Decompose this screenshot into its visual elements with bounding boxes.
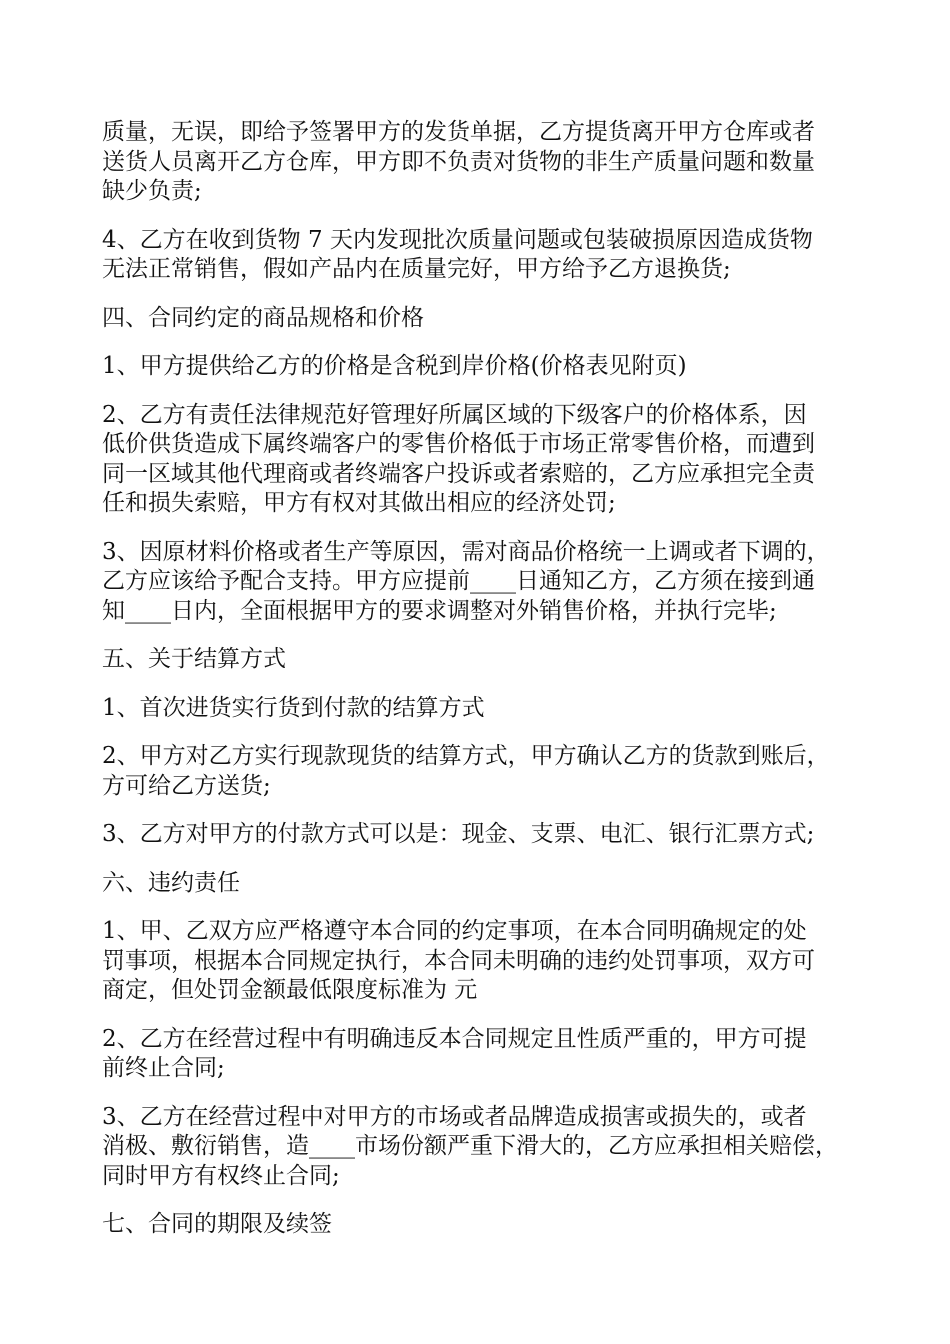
paragraph	[102, 352, 862, 382]
paragraph	[102, 538, 862, 627]
section-heading	[102, 1210, 862, 1240]
text-line: 消极、敷衍销售，造____市场份额严重下滑大的，乙方应承担相关赔偿，	[102, 1133, 838, 1159]
text-line: 2、甲方对乙方实行现款现货的结算方式，甲方确认乙方的货款到账后，	[102, 743, 830, 769]
paragraph	[102, 917, 862, 1006]
text-line: 罚事项，根据本合同规定执行，本合同未明确的违约处罚事项，双方可	[102, 947, 815, 974]
text-line: 3、因原材料价格或者生产等原因，需对商品价格统一上调或者下调的，	[102, 538, 830, 565]
text-line: 方可给乙方送货;	[102, 772, 271, 799]
text-line: 质量，无误，即给予签署甲方的发货单据，乙方提货离开甲方仓库或者	[102, 119, 815, 145]
text-line: 1、甲方提供给乙方的价格是含税到岸价格(价格表见附页)	[102, 353, 687, 379]
text-line: 七、合同的期限及续签	[102, 1211, 332, 1237]
paragraph	[102, 820, 862, 850]
text-line: 2、乙方有责任法律规范好管理好所属区域的下级客户的价格体系，因	[102, 401, 807, 428]
text-line: 乙方应该给予配合支持。甲方应提前____日通知乙方，乙方须在接到通	[102, 568, 815, 594]
paragraph	[102, 742, 862, 801]
paragraph	[102, 1103, 862, 1192]
document-body	[102, 118, 862, 1259]
text-line: 缺少负责;	[102, 178, 202, 204]
paragraph	[102, 226, 862, 285]
section-heading	[102, 869, 862, 899]
text-line: 前终止合同;	[102, 1055, 225, 1081]
text-line: 四、合同约定的商品规格和价格	[102, 304, 424, 331]
text-line: 知____日内，全面根据甲方的要求调整对外销售价格，并执行完毕;	[102, 597, 777, 624]
text-line: 无法正常销售，假如产品内在质量完好，甲方给予乙方退换货;	[102, 256, 731, 282]
text-line: 1、首次进货实行货到付款的结算方式	[102, 694, 485, 721]
text-line: 任和损失索赔，甲方有权对其做出相应的经济处罚;	[102, 490, 616, 516]
text-line: 3、乙方对甲方的付款方式可以是：现金、支票、电汇、银行汇票方式;	[102, 821, 815, 847]
text-line: 3、乙方在经营过程中对甲方的市场或者品牌造成损害或损失的，或者	[102, 1103, 807, 1130]
section-heading	[102, 645, 862, 675]
text-line: 4、乙方在收到货物 7 天内发现批次质量问题或包装破损原因造成货物	[102, 226, 813, 253]
text-line: 1、甲、乙双方应严格遵守本合同的约定事项，在本合同明确规定的处	[102, 918, 807, 944]
paragraph	[102, 118, 862, 207]
section-heading	[102, 304, 862, 334]
text-line: 送货人员离开乙方仓库，甲方即不负责对货物的非生产质量问题和数量	[102, 148, 815, 175]
paragraph	[102, 1025, 862, 1084]
text-line: 2、乙方在经营过程中有明确违反本合同规定且性质严重的，甲方可提	[102, 1025, 807, 1052]
text-line: 同时甲方有权终止合同;	[102, 1162, 340, 1189]
paragraph	[102, 401, 862, 519]
paragraph	[102, 694, 862, 724]
text-line: 低价供货造成下属终端客户的零售价格低于市场正常零售价格，而遭到	[102, 431, 815, 457]
text-line: 六、违约责任	[102, 869, 240, 896]
text-line: 五、关于结算方式	[102, 646, 286, 672]
text-line: 同一区域其他代理商或者终端客户投诉或者索赔的，乙方应承担完全责	[102, 460, 815, 487]
text-line: 商定，但处罚金额最低限度标准为 元	[102, 977, 478, 1003]
